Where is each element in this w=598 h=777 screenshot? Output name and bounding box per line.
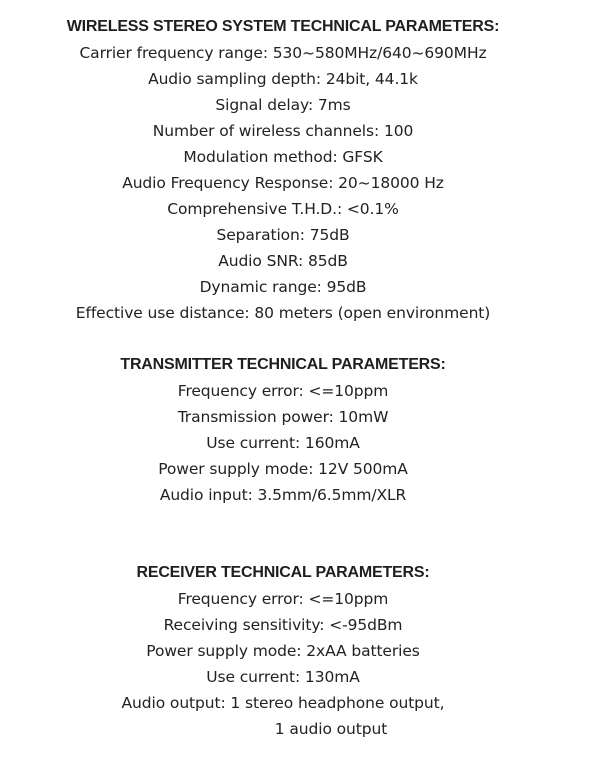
spec-line: Dynamic range: 95dB (199, 278, 367, 296)
spec-line: Use current: 160mA (206, 434, 360, 452)
spec-document (0, 14, 566, 742)
spec-line: Comprehensive T.H.D.: <0.1% (167, 200, 399, 218)
spec-line: Audio sampling depth: 24bit, 44.1k (148, 70, 418, 88)
spec-line: Transmission power: 10mW (177, 408, 389, 426)
wireless-section (0, 14, 566, 326)
spec-line-continuation: 1 audio output (274, 720, 388, 738)
spec-line: Power supply mode: 2xAA batteries (146, 642, 420, 660)
spec-line: Power supply mode: 12V 500mA (158, 460, 408, 478)
spec-line: Frequency error: <=10ppm (177, 382, 389, 400)
transmitter-section (0, 352, 566, 508)
receiver-section (0, 560, 566, 742)
section-spacer (0, 508, 566, 560)
spec-line: Number of wireless channels: 100 (152, 122, 414, 140)
spec-line: Modulation method: GFSK (183, 148, 383, 166)
spec-line: Frequency error: <=10ppm (177, 590, 389, 608)
receiver-section-title: RECEIVER TECHNICAL PARAMETERS: (136, 564, 430, 581)
spec-line: Audio Frequency Response: 20~18000 Hz (122, 174, 444, 192)
spec-line: Audio SNR: 85dB (218, 252, 348, 270)
spec-line: Receiving sensitivity: <-95dBm (163, 616, 403, 634)
wireless-section-title: WIRELESS STEREO SYSTEM TECHNICAL PARAMETERS: (66, 18, 500, 35)
spec-line: Audio output: 1 stereo headphone output, (121, 694, 445, 712)
spec-line: Separation: 75dB (216, 226, 350, 244)
spec-line: Signal delay: 7ms (215, 96, 351, 114)
section-spacer (0, 326, 566, 352)
spec-line: Use current: 130mA (206, 668, 360, 686)
spec-line: Carrier frequency range: 530~580MHz/640~690MHz (79, 44, 487, 62)
spec-line: Effective use distance: 80 meters (open environment) (75, 304, 491, 322)
transmitter-section-title: TRANSMITTER TECHNICAL PARAMETERS: (120, 356, 446, 373)
spec-line: Audio input: 3.5mm/6.5mm/XLR (159, 486, 407, 504)
